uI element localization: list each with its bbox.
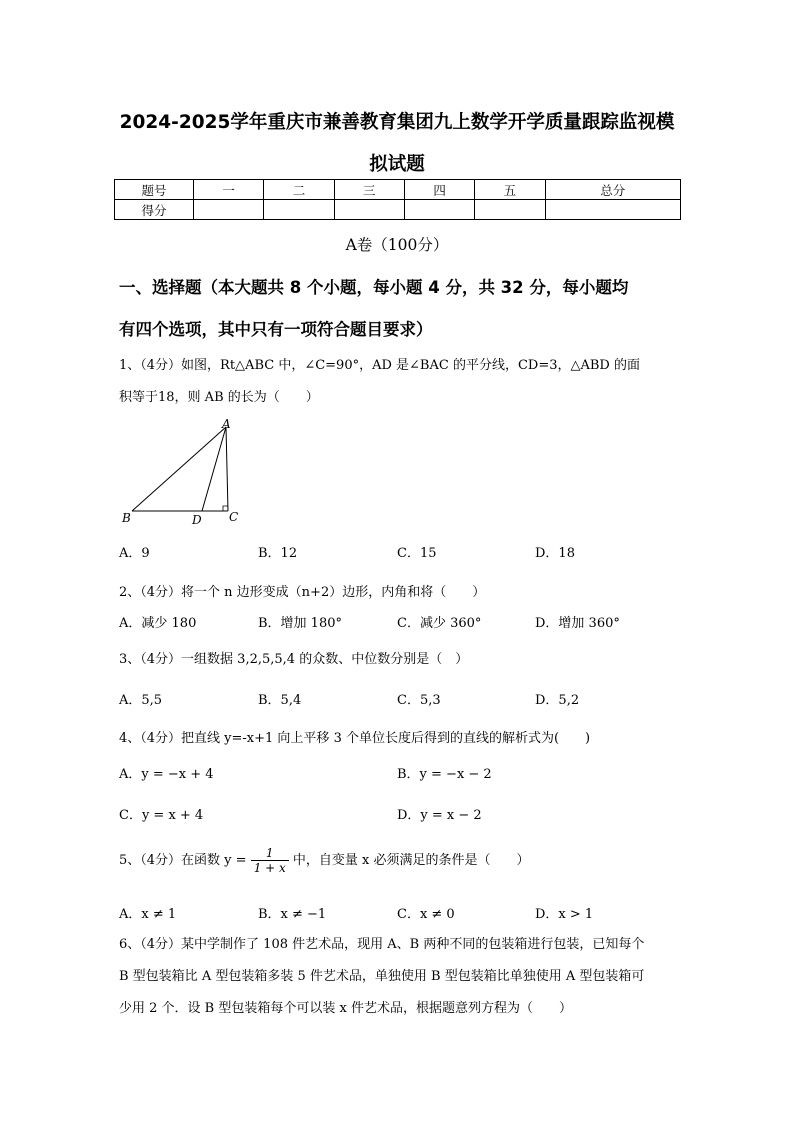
q4-option-b[interactable]: B．y = −x − 2 (397, 767, 492, 782)
q1-option-c[interactable]: C．15 (397, 546, 437, 561)
segment-ad (202, 427, 226, 511)
q2-option-c[interactable]: C．减少 360° (397, 616, 482, 631)
q6-text-line2: B 型包装箱比 A 型包装箱多装 5 件艺术品，单独使用 B 型包装箱比单独使用 A 型包装箱可 (119, 969, 645, 984)
q5-prefix: 5、（4分）在函数 y = (119, 853, 247, 868)
q1-text-line1: 1、（4分）如图，Rt△ABC 中，∠C=90°，AD 是∠BAC 的平分线，CD=3，△ABD 的面 (119, 358, 640, 373)
section1-heading-line2: 有四个选项，其中只有一项符合题目要求） (119, 320, 433, 339)
q5-option-a[interactable]: A．x ≠ 1 (119, 907, 177, 922)
q1-triangle-figure (116, 412, 256, 530)
score-table-header-row (115, 180, 681, 200)
q3-option-a[interactable]: A．5,5 (119, 693, 163, 708)
score-header-cell: 二 (264, 180, 334, 200)
label-d: D (192, 513, 202, 527)
q6-text-line3: 少用 2 个．设 B 型包装箱每个可以装 x 件艺术品，根据题意列方程为（ ） (119, 1001, 572, 1016)
q3-option-c[interactable]: C．5,3 (397, 693, 441, 708)
q1-option-b[interactable]: B．12 (258, 546, 298, 561)
score-cell[interactable] (334, 200, 404, 220)
score-header-cell: 四 (404, 180, 474, 200)
label-a: A (222, 417, 231, 431)
segment-ac (226, 427, 228, 511)
q1-option-d[interactable]: D．18 (535, 546, 575, 561)
score-cell[interactable] (264, 200, 334, 220)
score-cell[interactable] (194, 200, 264, 220)
score-header-cell: 一 (194, 180, 264, 200)
right-angle-mark (223, 506, 228, 511)
score-header-cell: 五 (475, 180, 545, 200)
score-table-score-row (115, 200, 681, 220)
q3-option-d[interactable]: D．5,2 (535, 693, 580, 708)
q5-option-b[interactable]: B．x ≠ −1 (258, 907, 327, 922)
label-c: C (229, 510, 239, 524)
volume-heading: A卷（100分） (345, 236, 449, 254)
q5-fraction-denominator: 1 + x (253, 861, 286, 875)
score-header-cell: 题号 (115, 180, 194, 200)
q3-option-b[interactable]: B．5,4 (258, 693, 302, 708)
q2-option-d[interactable]: D．增加 360° (535, 616, 620, 631)
q4-text: 4、（4分）把直线 y=-x+1 向上平移 3 个单位长度后得到的直线的解析式为( ) (119, 731, 591, 746)
q5-fraction (251, 846, 289, 875)
q1-text-line2: 积等于18，则 AB 的长为（ ） (119, 390, 319, 405)
q5-text (119, 846, 679, 875)
q5-option-c[interactable]: C．x ≠ 0 (397, 907, 455, 922)
q5-option-d[interactable]: D．x > 1 (535, 907, 594, 922)
q2-option-b[interactable]: B．增加 180° (258, 616, 342, 631)
q4-option-a[interactable]: A．y = −x + 4 (119, 767, 214, 782)
q1-option-a[interactable]: A．9 (119, 546, 150, 561)
score-header-cell: 三 (334, 180, 404, 200)
label-b: B (122, 511, 131, 525)
score-cell[interactable] (404, 200, 474, 220)
q4-option-c[interactable]: C．y = x + 4 (119, 808, 204, 823)
section1-heading-line1: 一、选择题（本大题共 8 个小题，每小题 4 分，共 32 分，每小题均 (119, 278, 629, 297)
q4-option-d[interactable]: D．y = x − 2 (397, 808, 482, 823)
segment-ab (132, 427, 226, 511)
score-header-cell: 总分 (545, 180, 680, 200)
q2-option-a[interactable]: A．减少 180 (119, 616, 197, 631)
q2-text: 2、（4分）将一个 n 边形变成（n+2）边形，内角和将（ ） (119, 585, 486, 600)
exam-title-line2: 拟试题 (369, 154, 425, 175)
q5-fraction-numerator: 1 (251, 846, 289, 861)
score-cell[interactable] (475, 200, 545, 220)
score-cell[interactable] (545, 200, 680, 220)
exam-title-line1: 2024-2025学年重庆市兼善教育集团九上数学开学质量跟踪监视模 (119, 112, 675, 133)
q6-text-line1: 6、（4分）某中学制作了 108 件艺术品，现用 A、B 两种不同的包装箱进行包装，已知每个 (119, 937, 645, 952)
q5-suffix: 中，自变量 x 必须满足的条件是（ ） (292, 853, 530, 868)
q3-text: 3、（4分）一组数据 3,2,5,5,4 的众数、中位数分别是（ ） (119, 652, 469, 667)
score-row-label: 得分 (115, 200, 194, 220)
score-table (114, 179, 681, 220)
